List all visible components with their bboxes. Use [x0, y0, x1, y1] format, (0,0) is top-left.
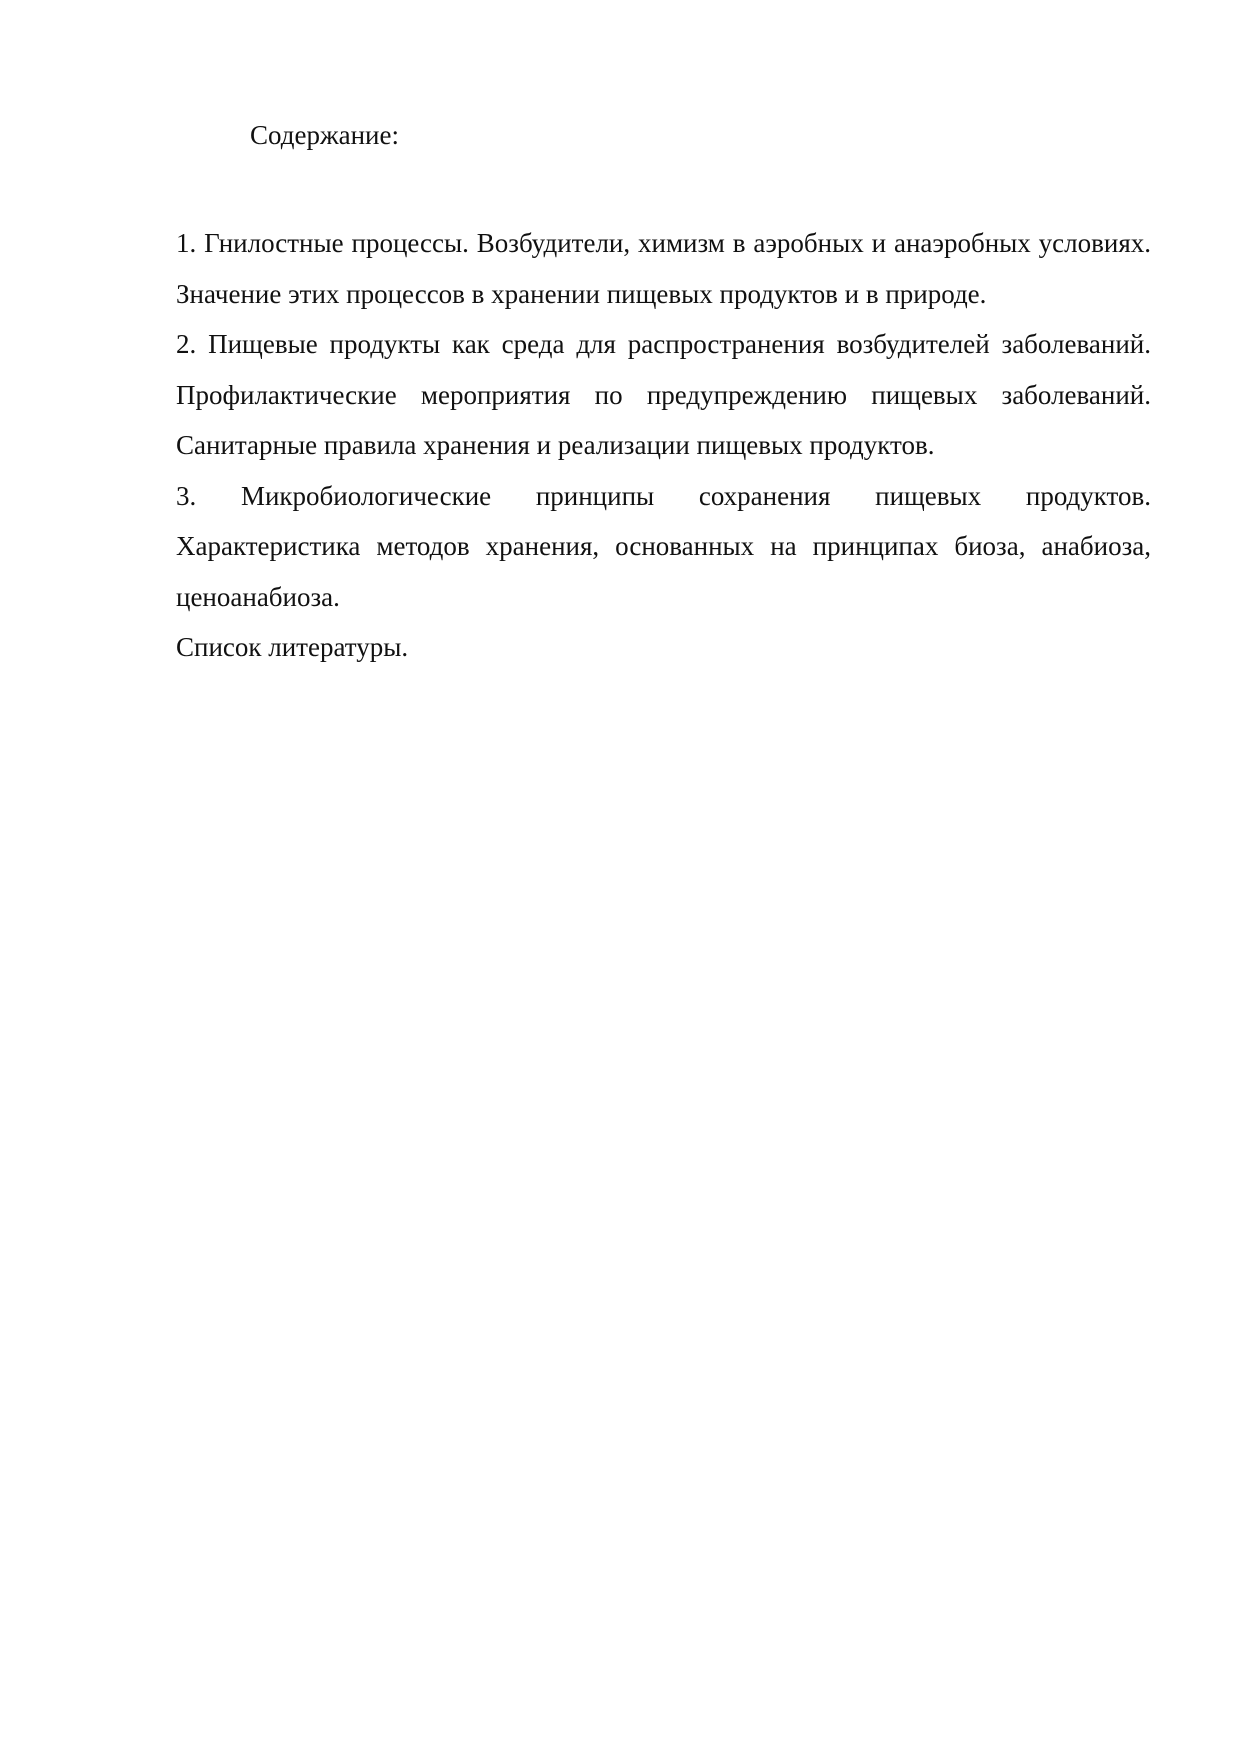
toc-item-1: 1. Гнилостные процессы. Возбудители, химизм в аэробных и анаэробных условиях. Значение этих процессов в хранении пищевых продуктов и в природе.: [176, 228, 1151, 309]
table-of-contents: [176, 218, 1151, 673]
contents-heading: Содержание:: [250, 120, 399, 150]
toc-item-2: 2. Пищевые продукты как среда для распространения возбудителей заболеваний. Профилактические мероприятия по предупреждению пищевых заболеваний. Санитарные правила хранения и реализации пищевых продуктов.: [176, 329, 1151, 460]
toc-item-3: 3. Микробиологические принципы сохранения пищевых продуктов. Характеристика методов хранения, основанных на принципах биоза, анабиоза, ценоанабиоза.: [176, 480, 1151, 612]
toc-item-references: Список литературы.: [176, 632, 409, 662]
